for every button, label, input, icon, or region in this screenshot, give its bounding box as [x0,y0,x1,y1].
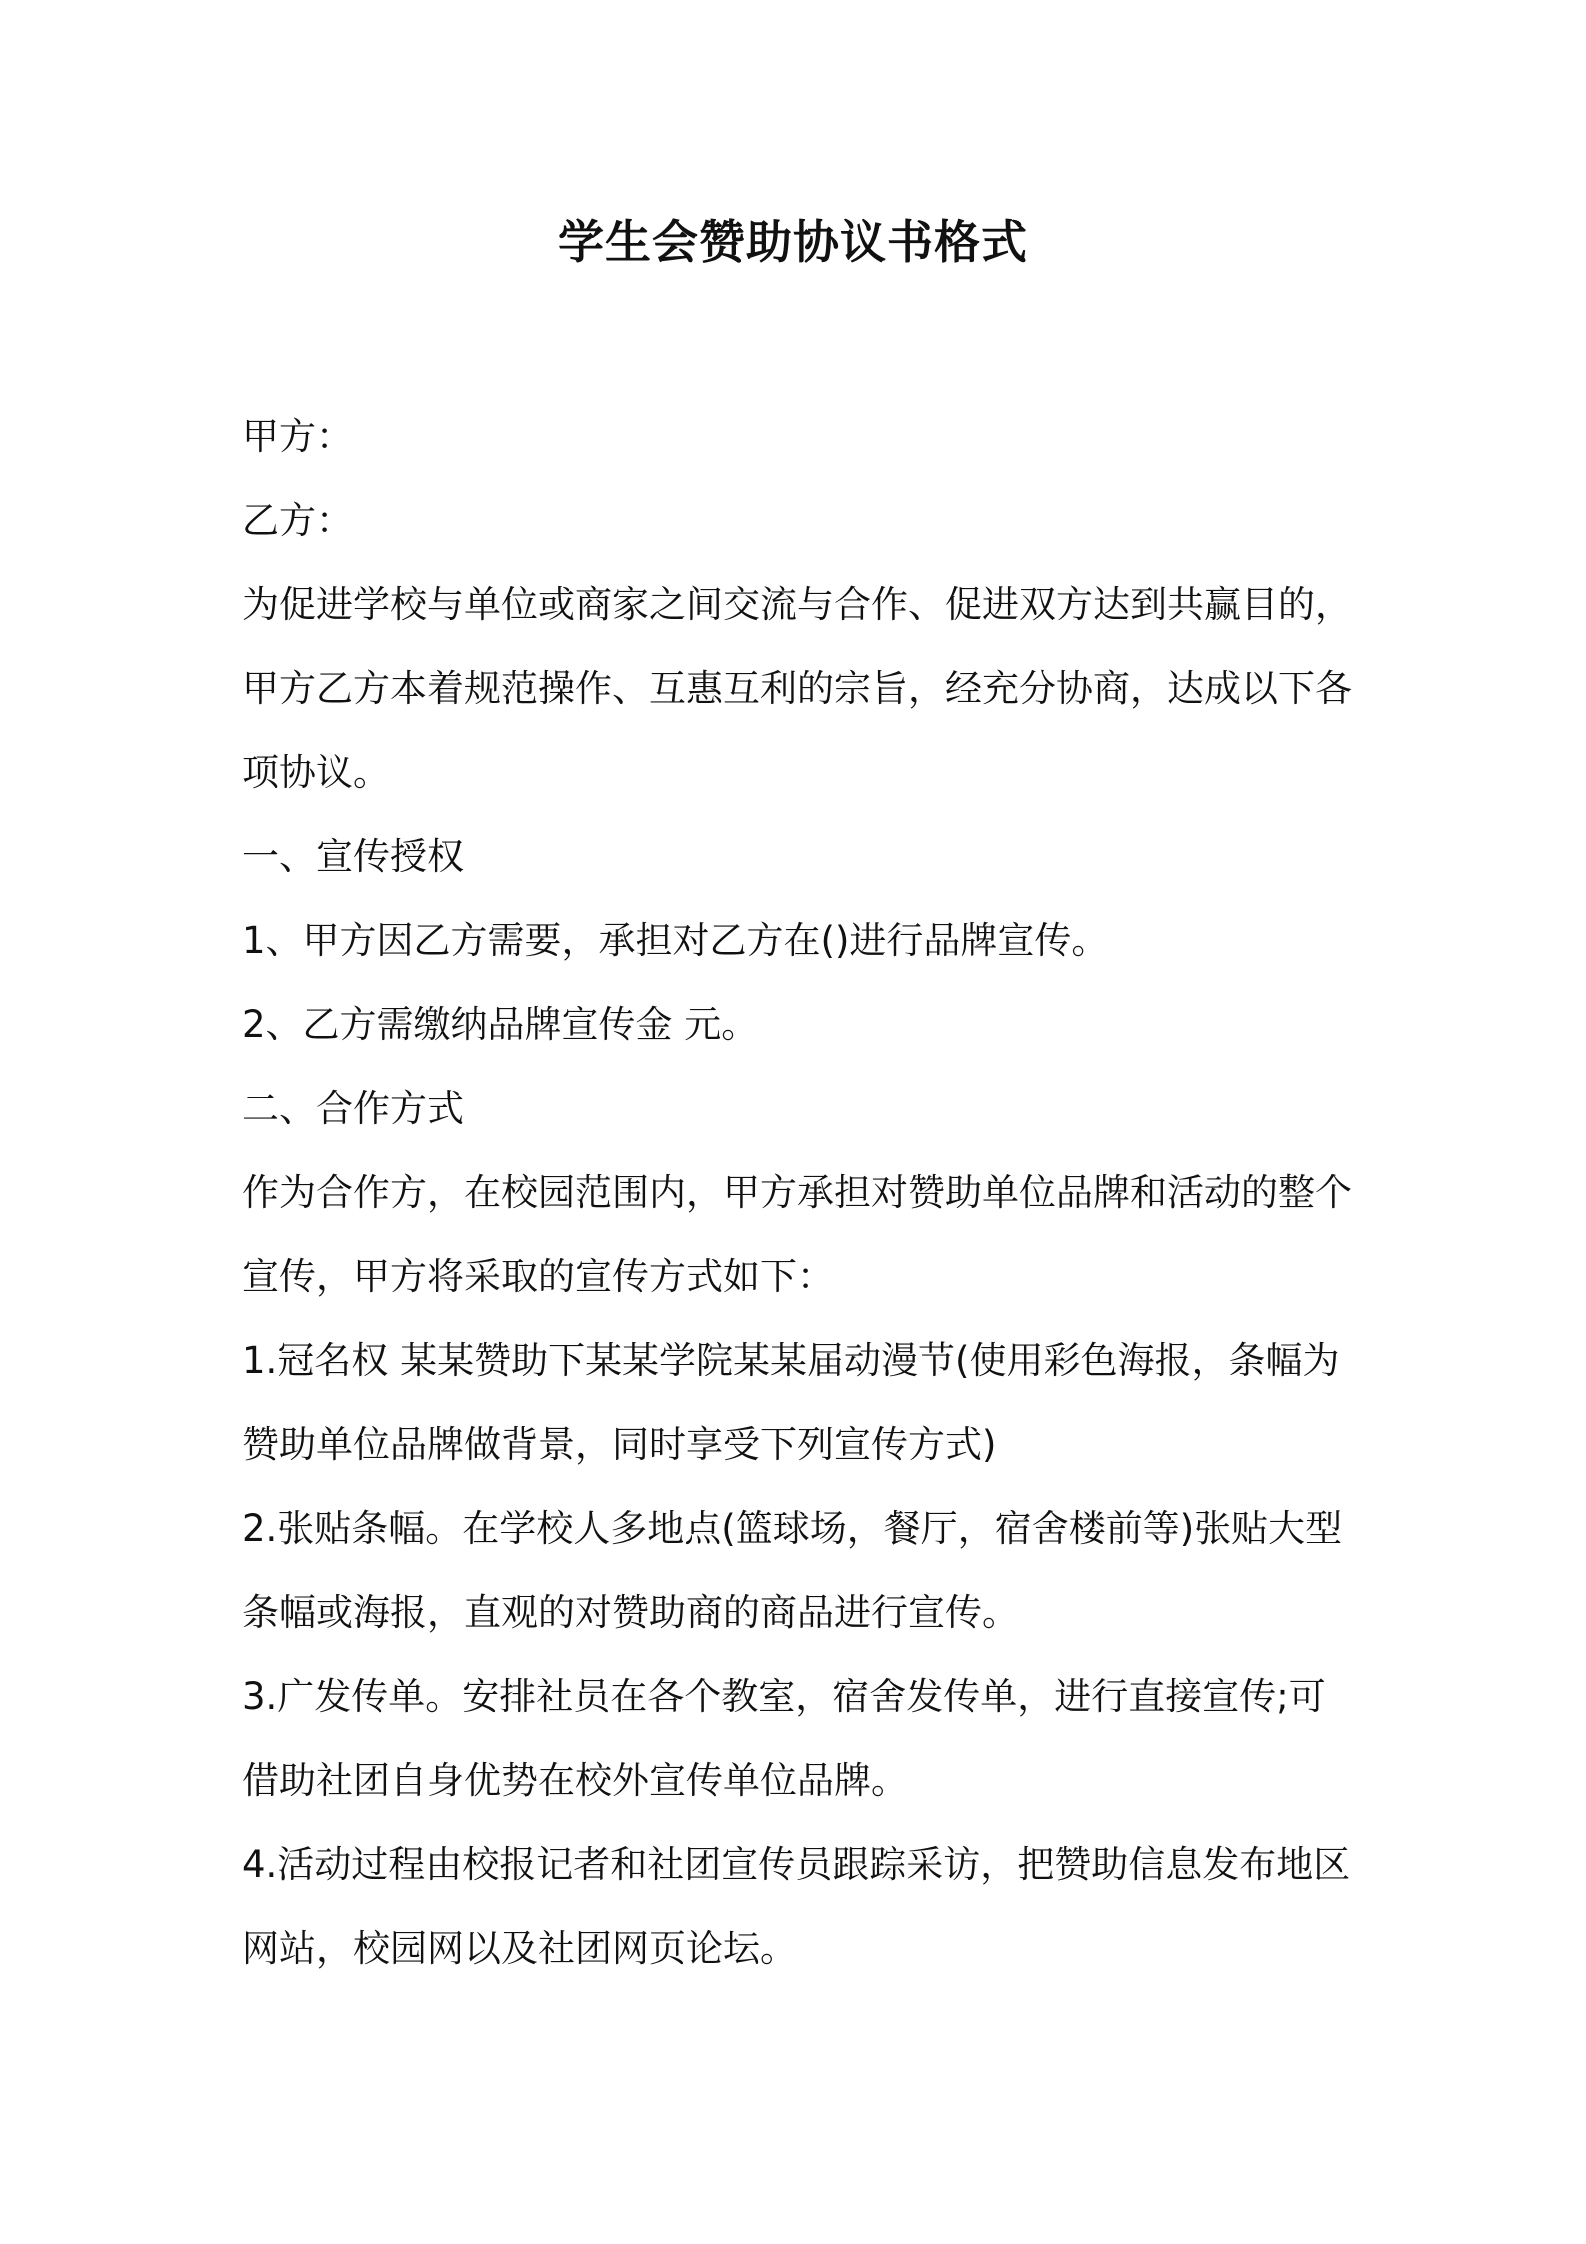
list-item-line: 1.冠名权 某某赞助下某某学院某某届动漫节(使用彩色海报，条幅为 [242,1339,1340,1382]
list-item-line: 网站，校园网以及社团网页论坛。 [242,1927,797,1970]
preamble-line: 项协议。 [242,751,390,794]
preamble-line: 甲方乙方本着规范操作、互惠互利的宗旨，经充分协商，达成以下各 [242,667,1352,710]
list-item-line: 3.广发传单。安排社员在各个教室，宿舍发传单，进行直接宣传;可 [242,1675,1326,1718]
section-heading: 一、宣传授权 [242,835,464,878]
document-title: 学生会赞助协议书格式 [558,215,1028,269]
list-item-line: 4.活动过程由校报记者和社团宣传员跟踪采访，把赞助信息发布地区 [242,1843,1351,1886]
preamble-line: 为促进学校与单位或商家之间交流与合作、促进双方达到共赢目的， [242,583,1352,626]
list-item-line: 借助社团自身优势在校外宣传单位品牌。 [242,1759,908,1802]
party-a-label: 甲方： [242,415,353,458]
paragraph-line: 作为合作方，在校园范围内，甲方承担对赞助单位品牌和活动的整个 [242,1171,1352,1214]
list-item-line: 2.张贴条幅。在学校人多地点(篮球场，餐厅，宿舍楼前等)张贴大型 [242,1507,1343,1550]
list-item-line: 赞助单位品牌做背景，同时享受下列宣传方式) [242,1423,997,1466]
paragraph-line: 宣传，甲方将采取的宣传方式如下： [242,1255,834,1298]
section-heading: 二、合作方式 [242,1087,464,1130]
clause-line: 2、乙方需缴纳品牌宣传金 元。 [242,1003,759,1046]
list-item-line: 条幅或海报，直观的对赞助商的商品进行宣传。 [242,1591,1019,1634]
clause-line: 1、甲方因乙方需要，承担对乙方在()进行品牌宣传。 [242,919,1109,962]
party-b-label: 乙方： [242,499,353,542]
